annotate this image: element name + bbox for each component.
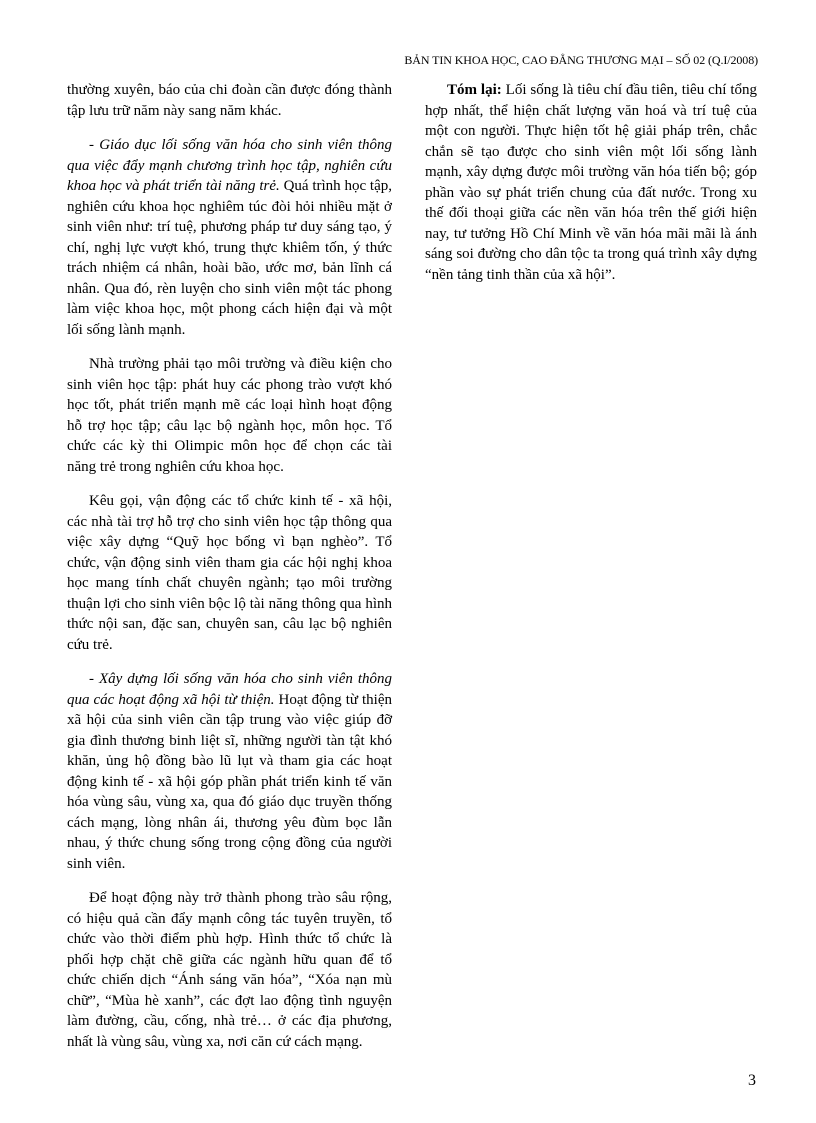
paragraph-charity-activities	[67, 669, 392, 874]
page-number: 3	[748, 1072, 756, 1089]
paragraph-school-environment: Nhà trường phải tạo môi trường và điều kiện cho sinh viên học tập: phát huy các phong trào vượt khó học tốt, phát triển mạnh mẽ các loại hình hoạt động hỗ trợ học tập; câu lạc bộ ngành học, môn học. Tổ chức các kỳ thi Olimpic môn học để chọn các tài năng trẻ trong nghiên cứu khoa học.	[67, 356, 392, 475]
paragraph-sponsorship: Kêu gọi, vận động các tổ chức kinh tế - xã hội, các nhà tài trợ hỗ trợ cho sinh viên học tập thông qua việc xây dựng “Quỹ học bổng vì bạn nghèo”. Tổ chức, vận động sinh viên tham gia các hội nghị khoa học mang tính chất chuyên ngành; tạo môi trường thuận lợi cho sinh viên bộc lộ tài năng thông qua hình thức nội san, đặc san, chuyên san, câu lạc bộ nghiên cứu trẻ.	[67, 493, 392, 653]
paragraph-conclusion	[425, 80, 757, 285]
conclusion-body: Lối sống là tiêu chí đầu tiên, tiêu chí tổng hợp nhất, thể hiện chất lượng văn hoá và trí tuệ của một con người. Thực hiện tốt hệ giải pháp trên, chắc chắn sẽ tạo được cho sinh viên một lối sống lành mạnh, xây dựng được môi trường văn hóa tiến bộ; góp phần vào sự phát triển chung của đất nước. Trong xu thế đối thoại giữa các nền văn hóa trên thế giới hiện nay, tư tưởng Hồ Chí Minh về văn hóa mãi mãi là ánh sáng soi đường cho dân tộc ta trong quá trình xây dựng “nền tảng tinh thần của xã hội”.	[425, 82, 757, 283]
conclusion-label: Tóm lại:	[447, 82, 502, 98]
italic-heading-education: - Giáo dục lối sống văn hóa cho sinh viên thông qua việc đẩy mạnh chương trình học tập, nghiên cứu khoa học và phát triển tài năng trẻ.	[67, 137, 392, 194]
left-column	[67, 80, 392, 1052]
italic-heading-charity: - Xây dựng lối sống văn hóa cho sinh viên thông qua các hoạt động xã hội từ thiện.	[67, 671, 392, 708]
running-header: BẢN TIN KHOA HỌC, CAO ĐẲNG THƯƠNG MẠI – SỐ 02 (Q.I/2008)	[404, 53, 758, 67]
paragraph-body-charity: Hoạt động từ thiện xã hội của sinh viên cần tập trung vào việc giúp đỡ gia đình thương binh liệt sĩ, những người tàn tật khó khăn, ủng hộ đồng bào lũ lụt và tham gia các hoạt động kinh tế - xã hội góp phần phát triển kinh tế văn hóa vùng sâu, vùng xa, qua đó giáo dục truyền thống cách mạng, lòng nhân ái, thương yêu đùm bọc lẫn nhau, ý thức chung sống trong cộng đồng của người sinh viên.	[67, 691, 392, 872]
paragraph-continuation: thường xuyên, báo của chi đoàn cần được đóng thành tập lưu trữ năm này sang năm khác.	[67, 82, 392, 119]
right-column	[425, 80, 757, 285]
paragraph-education-lifestyle	[67, 135, 392, 340]
paragraph-campaigns: Để hoạt động này trở thành phong trào sâu rộng, có hiệu quả cần đẩy mạnh công tác tuyên truyền, tổ chức vào thời điểm phù hợp. Hình thức tổ chức là phối hợp chặt chẽ giữa các ngành hữu quan để tổ chức chiến dịch “Ánh sáng văn hóa”, “Xóa nạn mù chữ”, “Mùa hè xanh”, các đợt lao động tình nguyện làm đường, cầu, cống, nhà trẻ… ở các địa phương, nhất là vùng sâu, vùng xa, nơi căn cứ cách mạng.	[67, 890, 392, 1050]
paragraph-body-education: Quá trình học tập, nghiên cứu khoa học nghiêm túc đòi hỏi nhiều mặt ở sinh viên như: trí tuệ, phương pháp tư duy sáng tạo, ý chí, nghị lực vượt khó, trung thực khiêm tốn, ý thức trách nhiệm cá nhân, hoài bão, ước mơ, bản lĩnh cá nhân. Qua đó, rèn luyện cho sinh viên một tác phong làm việc khoa học, một phong cách hiện đại và một lối sống lành mạnh.	[67, 178, 393, 338]
